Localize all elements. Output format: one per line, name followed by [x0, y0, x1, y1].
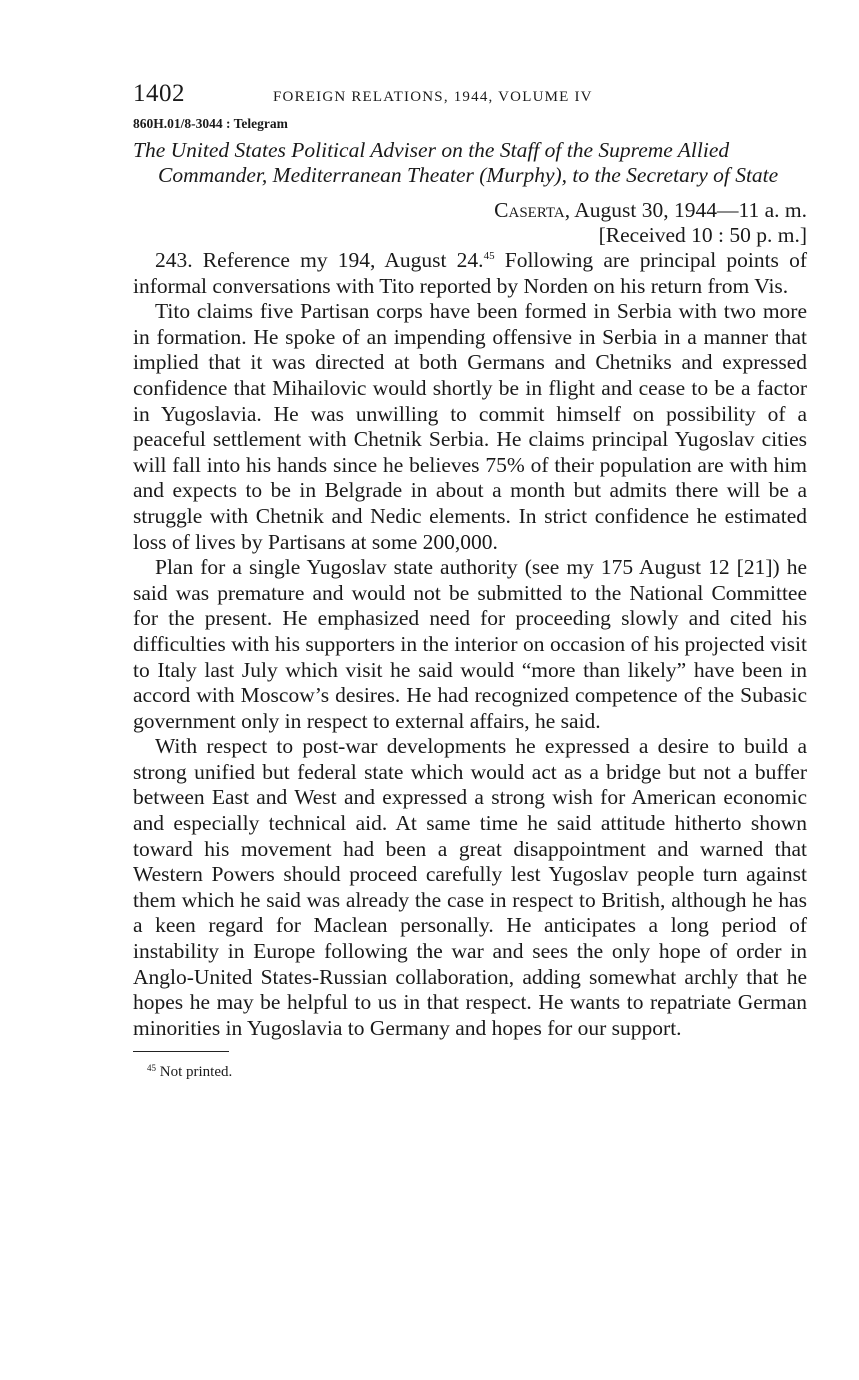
paragraph-2: Tito claims five Partisan corps have been formed in Serbia with two more in formation. He spoke of an impending offensive in Serbia in a manner that implied that it was directed at both Germans and Chetniks and expressed confidence that Mihailovic would shortly be in flight and cease to be a factor in Yugoslavia. He was unwilling to commit himself on possibility of a peaceful settlement with Chetnik Serbia. He claims principal Yugoslav cities will fall into his hands since he believes 75% of their population are with him and expects to be in Belgrade in about a month but admits there will be a struggle with Chetnik and Nedic elements. In strict confidence he estimated loss of lives by Partisans at some 200,000.: [133, 299, 807, 554]
dateline-date: , August 30, 1944—11 a. m.: [564, 198, 807, 222]
page-number: 1402: [133, 80, 185, 107]
footnote-text: Not printed.: [156, 1064, 233, 1081]
footnote: [133, 1063, 807, 1081]
received-time: [Received 10 : 50 p. m.]: [598, 223, 807, 247]
running-title: FOREIGN RELATIONS, 1944, VOLUME IV: [273, 89, 593, 105]
file-reference: 860H.01/8-3044 : Telegram: [133, 116, 288, 131]
dateline: [133, 198, 807, 223]
telegram-body: [133, 248, 807, 1041]
running-head: [133, 80, 807, 114]
paragraph-1-start: 243. Reference my 194, August 24.: [155, 248, 484, 272]
dateline-place: Caserta: [494, 198, 565, 222]
paragraph-3: Plan for a single Yugoslav state authority (see my 175 August 12 [21]) he said was premature and would not be submitted to the National Committee for the present. He emphasized need for proceeding slowly and cited his difficulties with his supporters in the interior on occasion of his projected visit to Italy last July which visit he said would “more than likely” have been in accord with Moscow’s desires. He had recognized competence of the Subasic government only in respect to external affairs, he said.: [133, 555, 807, 733]
footnote-reference: 45: [483, 250, 495, 262]
paragraph-1: [133, 248, 807, 299]
footnote-mark: 45: [147, 1063, 156, 1074]
document-title: The United States Political Adviser on the Staff of the Supreme Allied Commander, Mediterranean Theater (Murphy), to the Secretary of State: [133, 138, 779, 187]
paragraph-1-continuation: Following are principal points of informal conversations with Tito reported by Norden on his return from Vis.: [133, 248, 807, 298]
footnote-divider: [133, 1051, 229, 1052]
paragraph-4: With respect to post-war developments he expressed a desire to build a strong unified but federal state which would act as a bridge but not a buffer between East and West and expressed a strong wish for American economic and especially technical aid. At same time he said attitude hitherto shown toward his movement had been a great disappointment and warned that Western Powers should proceed carefully lest Yugoslav people turn against them which he said was already the case in respect to British, although he has a keen regard for Maclean personally. He anticipates a long period of instability in Europe following the war and sees the only hope of order in Anglo-United States-Russian collaboration, adding somewhat archly that he hopes he may be helpful to us in that respect. He wants to repatriate German minorities in Yugoslavia to Germany and hopes for our support.: [133, 734, 807, 1040]
